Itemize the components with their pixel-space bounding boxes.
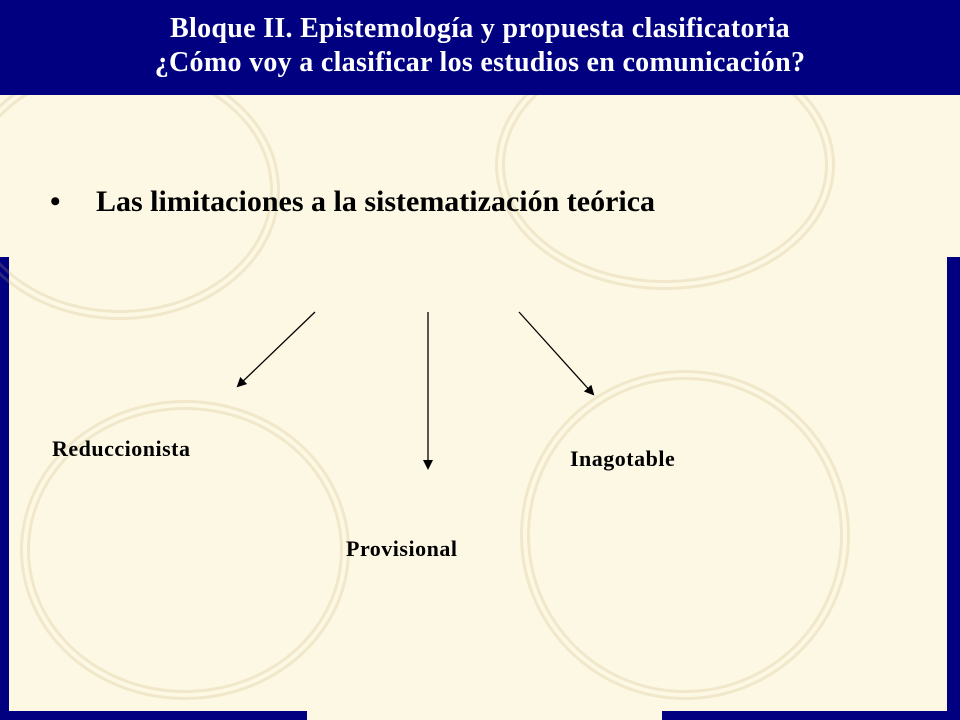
branch-label-reduccionista: Reduccionista — [52, 436, 191, 461]
header-subtitle: ¿Cómo voy a clasificar los estudios en comunicación? — [154, 47, 806, 78]
arrow-left-icon — [238, 312, 315, 386]
bullet-icon: • — [50, 185, 61, 218]
branch-label-inagotable: Inagotable — [570, 446, 676, 471]
branch-label-provisional: Provisional — [346, 536, 458, 561]
bullet-text: Las limitaciones a la sistematización teórica — [96, 185, 656, 218]
arrow-right-icon — [519, 312, 593, 394]
header-title: Bloque II. Epistemología y propuesta clasificatoria — [170, 13, 790, 44]
